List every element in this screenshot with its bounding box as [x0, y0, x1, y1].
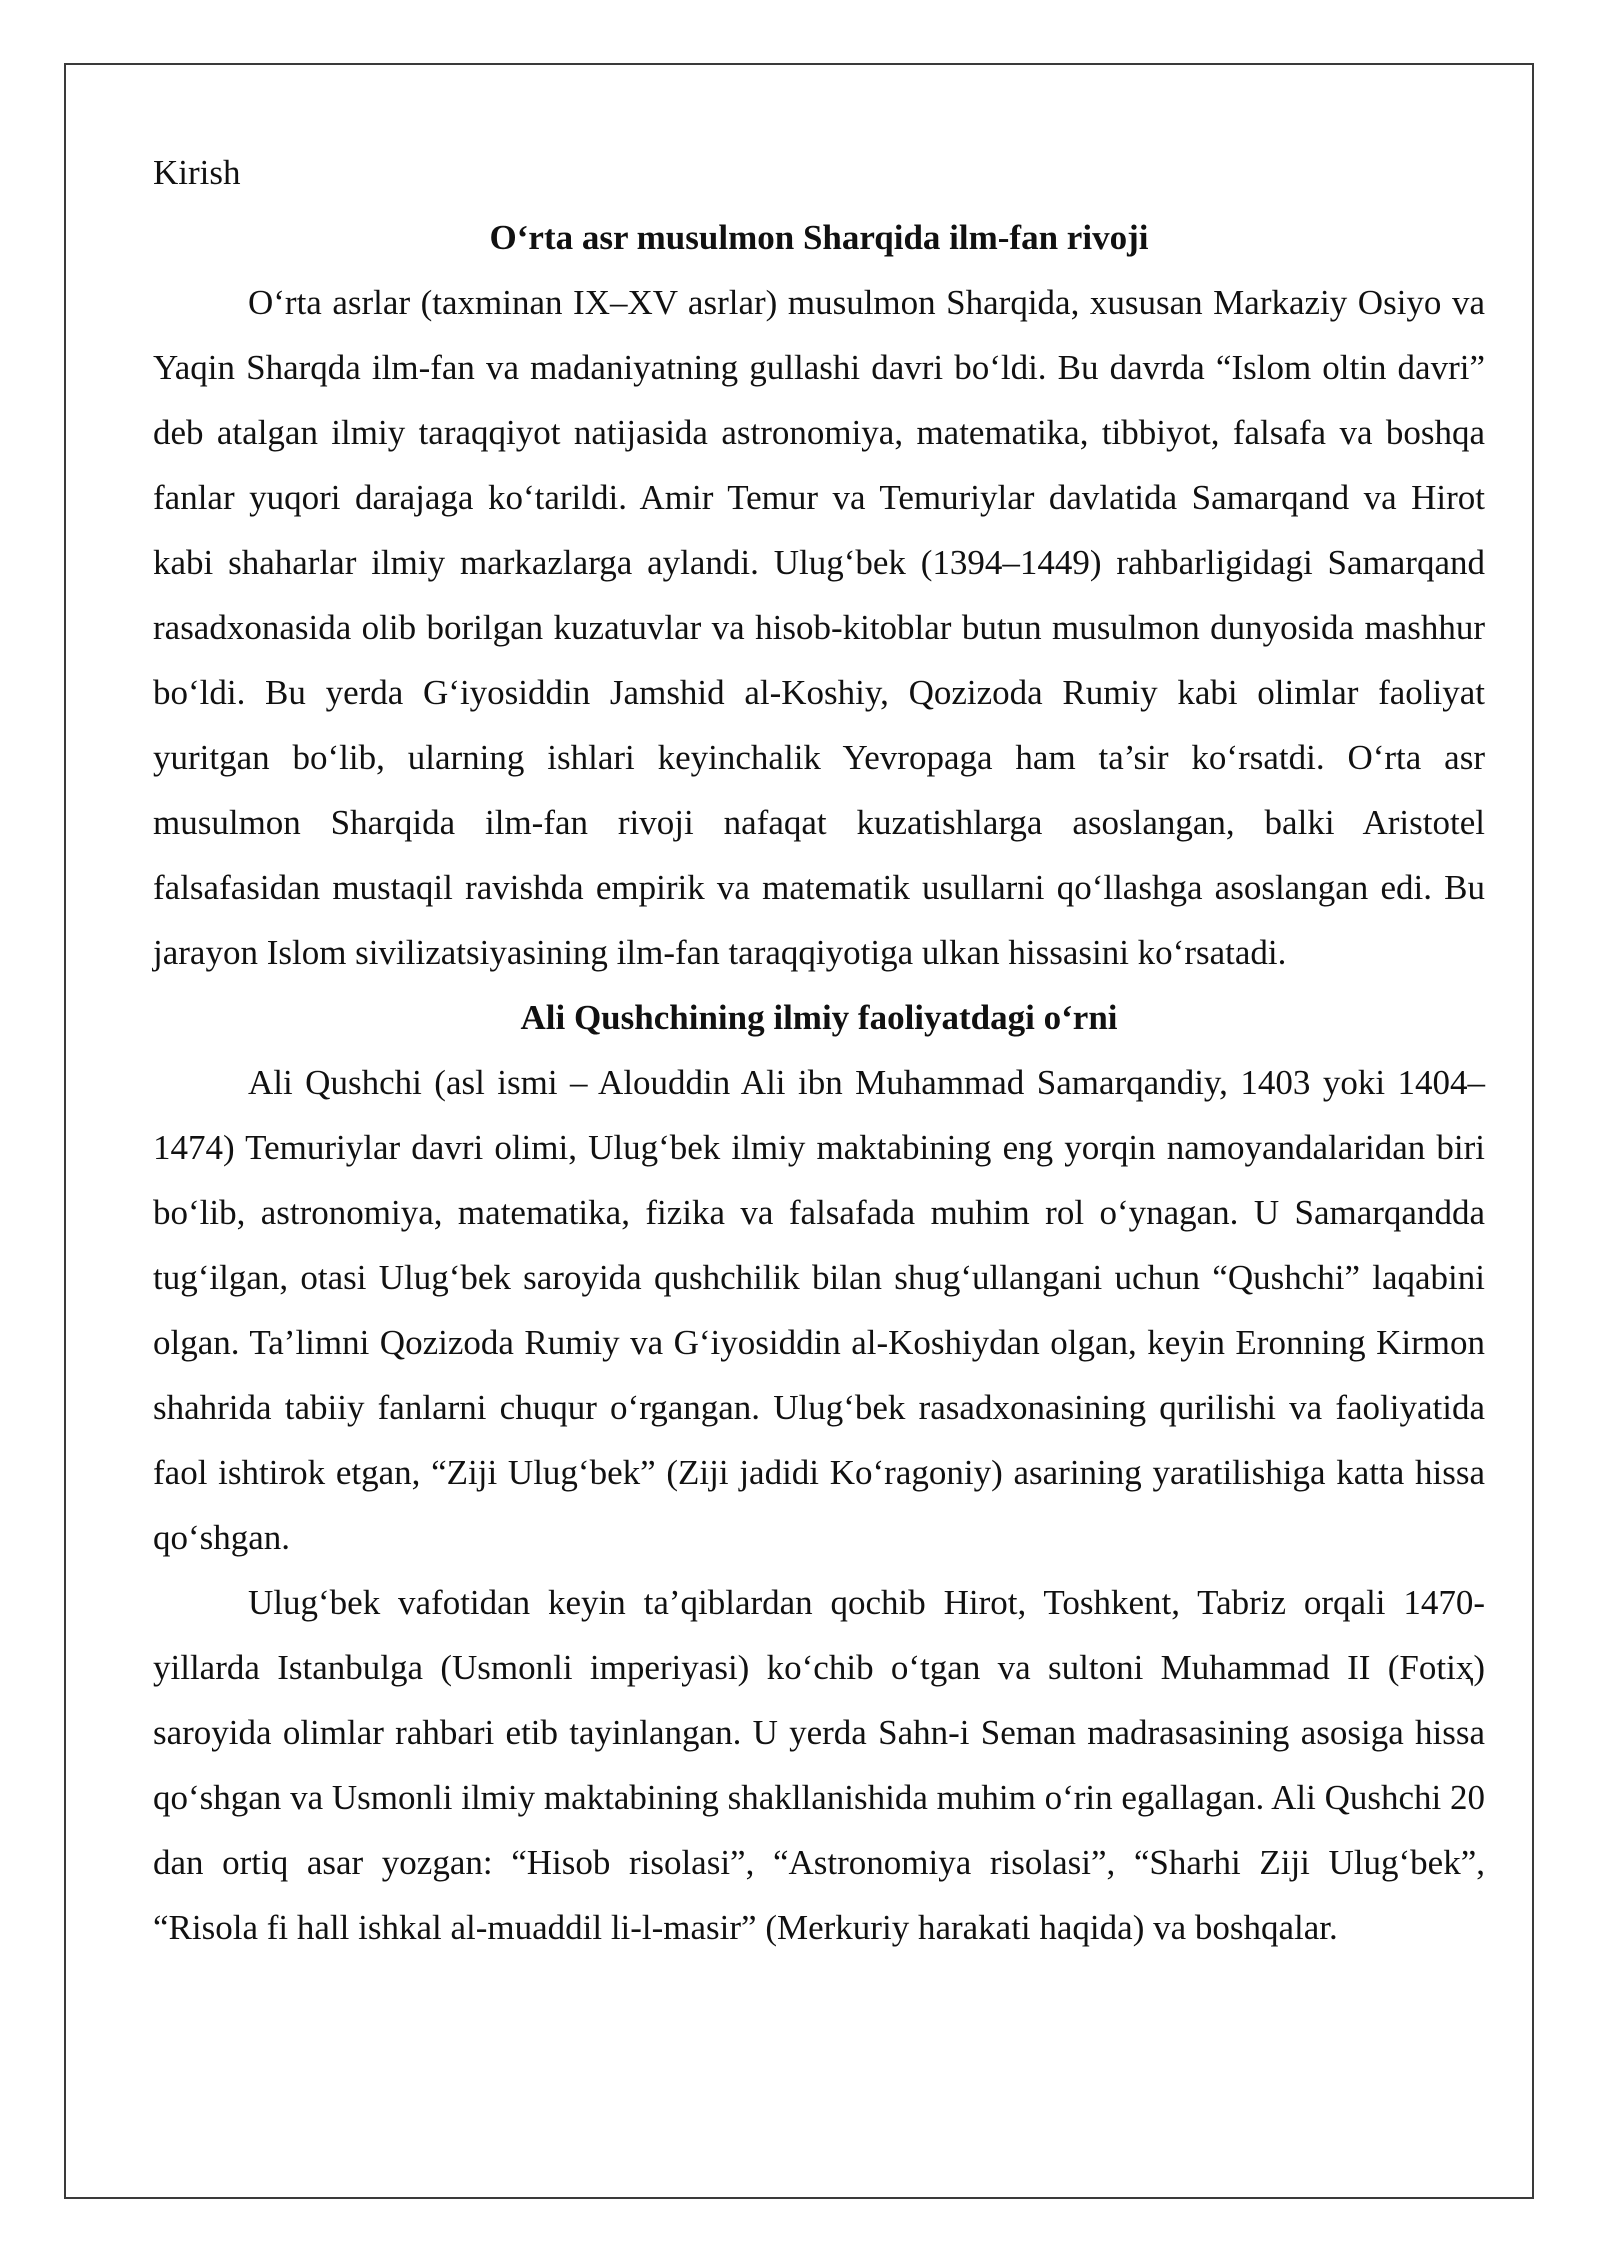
- paragraph: Ali Qushchi (asl ismi – Alouddin Ali ibn Muhammad Samarqandiy, 1403 yoki 1404–1474) Temuriylar davri olimi, Ulug‘bek ilmiy maktabining eng yorqin namoyandalaridan biri bo‘lib, astronomiya, matematika, fizika va falsafada muhim rol o‘ynagan. U Samarqandda tug‘ilgan, otasi Ulug‘bek saroyida qushchilik bilan shug‘ullangani uchun “Qushchi” laqabini olgan. Ta’limni Qozizoda Rumiy va G‘iyosiddin al-Koshiydan olgan, keyin Eronning Kirmon shahrida tabiiy fanlarni chuqur o‘rgangan. Ulug‘bek rasadxonasining qurilishi va faoliyatida faol ishtirok etgan, “Ziji Ulug‘bek” (Ziji jadidi Ko‘ragoniy) asarining yaratilishiga katta hissa qo‘shgan.: [153, 1063, 1485, 1557]
- document-body: [153, 140, 1485, 1960]
- section-heading-science: O‘rta asr musulmon Sharqida ilm-fan rivoji: [489, 218, 1149, 257]
- paragraph: O‘rta asrlar (taxminan IX–XV asrlar) musulmon Sharqida, xususan Markaziy Osiyo va Yaqin Sharqda ilm-fan va madaniyatning gullashi davri bo‘ldi. Bu davrda “Islom oltin davri” deb atalgan ilmiy taraqqiyot natijasida astronomiya, matematika, tibbiyot, falsafa va boshqa fanlar yuqori darajaga ko‘tarildi. Amir Temur va Temuriylar davlatida Samarqand va Hirot kabi shaharlar ilmiy markazlarga aylandi. Ulug‘bek (1394–1449) rahbarligidagi Samarqand rasadxonasida olib borilgan kuzatuvlar va hisob-kitoblar butun musulmon dunyosida mashhur bo‘ldi. Bu yerda G‘iyosiddin Jamshid al-Koshiy, Qozizoda Rumiy kabi olimlar faoliyat yuritgan bo‘lib, ularning ishlari keyinchalik Yevropaga ham ta’sir ko‘rsatdi. O‘rta asr musulmon Sharqida ilm-fan rivoji nafaqat kuzatishlarga asoslangan, balki Aristotel falsafasidan mustaqil ravishda empirik va matematik usullarni qo‘llashga asoslangan edi. Bu jarayon Islom sivilizatsiyasining ilm-fan taraqqiyotiga ulkan hissasini ko‘rsatadi.: [153, 283, 1485, 972]
- paragraph: Ulug‘bek vafotidan keyin ta’qiblardan qochib Hirot, Toshkent, Tabriz orqali 1470-yillarda Istanbulga (Usmonli imperiyasi) ko‘chib o‘tgan va sultoni Muhammad II (Fotiҳ) saroyida olimlar rahbari etib tayinlangan. U yerda Sahn-i Seman madrasasining asosiga hissa qo‘shgan va Usmonli ilmiy maktabining shakllanishida muhim o‘rin egallagan. Ali Qushchi 20 dan ortiq asar yozgan: “Hisob risolasi”, “Astronomiya risolasi”, “Sharhi Ziji Ulug‘bek”, “Risola fi hall ishkal al-muaddil li-l-masir” (Merkuriy harakati haqida) va boshqalar.: [153, 1583, 1485, 1947]
- section-heading-ali-qushchi: Ali Qushchining ilmiy faoliyatdagi o‘rni: [520, 998, 1118, 1037]
- intro-label: Kirish: [153, 153, 241, 192]
